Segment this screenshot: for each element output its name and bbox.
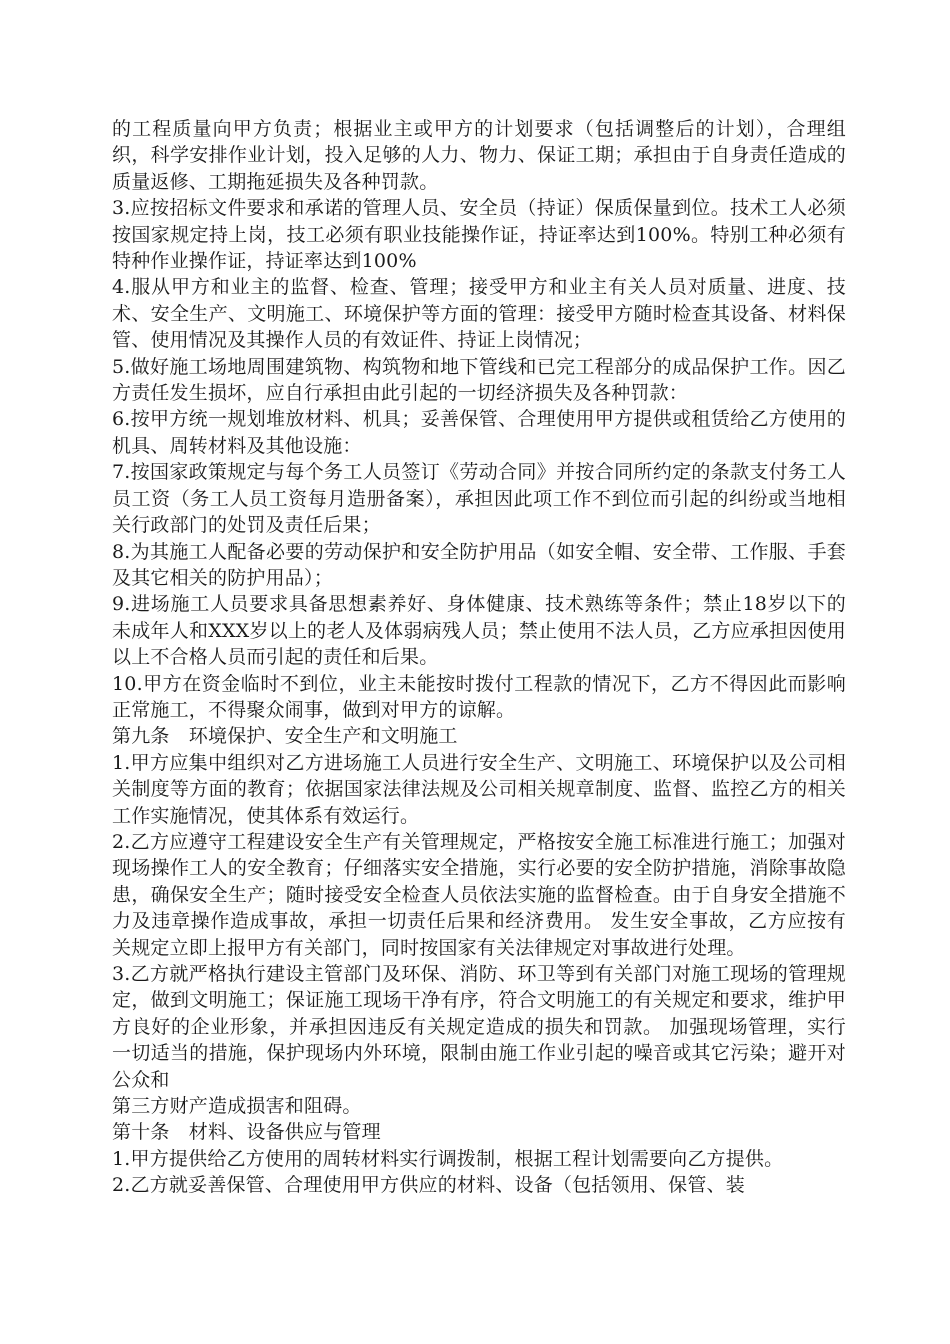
- paragraph-quality-responsibility: 的工程质量向甲方负责；根据业主或甲方的计划要求（包括调整后的计划），合理组织，科学安排作业计划，投入足够的人力、物力、保证工期；承担由于自身责任造成的质量返修、工期拖延损失及各种罚款。: [112, 118, 846, 193]
- document-page: [112, 116, 846, 1199]
- paragraph-item-4-supervision: 4.服从甲方和业主的监督、检查、管理；接受甲方和业主有关人员对质量、进度、技术、安全生产、文明施工、环境保护等方面的管理：接受甲方随时检查其设备、材料保管、使用情况及其操作人员的有效证件、持证上岗情况；: [112, 276, 846, 352]
- paragraph-item-9-worker-requirements: 9.进场施工人员要求具备思想素养好、身体健康、技术熟练等条件；禁止18岁以下的未成年人和XXX岁以上的老人及体弱病残人员；禁止使用不法人员，乙方应承担因使用以上不合格人员而引起的责任和后果。: [112, 593, 846, 669]
- paragraph-item-7-labor-contract: 7.按国家政策规定与每个务工人员签订《劳动合同》并按合同所约定的条款支付务工人员工资（务工人员工资每月造册备案），承担因此项工作不到位而引起的纠纷或当地相关行政部门的处罚及责任后果；: [112, 461, 846, 537]
- paragraph-article-9-item-3: 3.乙方就严格执行建设主管部门及环保、消防、环卫等到有关部门对施工现场的管理规定，做到文明施工；保证施工现场干净有序，符合文明施工的有关规定和要求，维护甲方良好的企业形象，并承担因违反有关规定造成的损失和罚款。 加强现场管理，实行一切适当的措施，保护现场内外环境，限制由施工作业引起的噪音或其它污染；避开对公众和: [112, 963, 846, 1091]
- paragraph-item-8-protective-gear: 8.为其施工人配备必要的劳动保护和安全防护用品（如安全帽、安全带、工作服、手套及其它相关的防护用品）；: [112, 540, 846, 589]
- paragraph-item-5-protection: 5.做好施工场地周围建筑物、构筑物和地下管线和已完工程部分的成品保护工作。因乙方责任发生损坏，应自行承担由此引起的一切经济损失及各种罚款：: [112, 355, 846, 405]
- paragraph-item-10-funding: 10.甲方在资金临时不到位，业主未能按时拨付工程款的情况下，乙方不得因此而影响正常施工，不得聚众闹事，做到对甲方的谅解。: [112, 672, 846, 721]
- section-heading-article-9: 第九条 环境保护、安全生产和文明施工: [112, 725, 458, 748]
- paragraph-article-9-item-1: 1.甲方应集中组织对乙方进场施工人员进行安全生产、文明施工、环境保护以及公司相关制度等方面的教育；依据国家法律法规及公司相关规章制度、监督、监控乙方的相关工作实施情况，使其体系有效运行。: [112, 751, 846, 827]
- paragraph-third-party-property: 第三方财产造成损害和阻碍。: [112, 1095, 362, 1118]
- section-heading-article-10: 第十条 材料、设备供应与管理: [112, 1121, 381, 1144]
- paragraph-article-10-item-1: 1.甲方提供给乙方使用的周转材料实行调拨制，根据工程计划需要向乙方提供。: [112, 1147, 784, 1170]
- paragraph-item-3-personnel: 3.应按招标文件要求和承诺的管理人员、安全员（持证）保质保量到位。技术工人必须按国家规定持上岗，技工必须有职业技能操作证，持证率达到100%。特别工种必须有特种作业操作证，持证率达到100%: [112, 197, 846, 273]
- paragraph-article-9-item-2: 2.乙方应遵守工程建设安全生产有关管理规定，严格按安全施工标准进行施工；加强对现场操作工人的安全教育；仔细落实安全措施，实行必要的安全防护措施，消除事故隐患，确保安全生产；随时接受安全检查人员依法实施的监督检查。由于自身安全措施不力及违章操作造成事故，承担一切责任后果和经济费用。 发生安全事故，乙方应按有关规定立即上报甲方有关部门，同时按国家有关法律规定对事故进行处理。: [112, 830, 846, 959]
- paragraph-article-10-item-2: 2.乙方就妥善保管、合理使用甲方供应的材料、设备（包括领用、保管、装: [112, 1174, 745, 1197]
- paragraph-item-6-materials: 6.按甲方统一规划堆放材料、机具；妥善保管、合理使用甲方提供或租赁给乙方使用的机具、周转材料及其他设施：: [112, 408, 846, 457]
